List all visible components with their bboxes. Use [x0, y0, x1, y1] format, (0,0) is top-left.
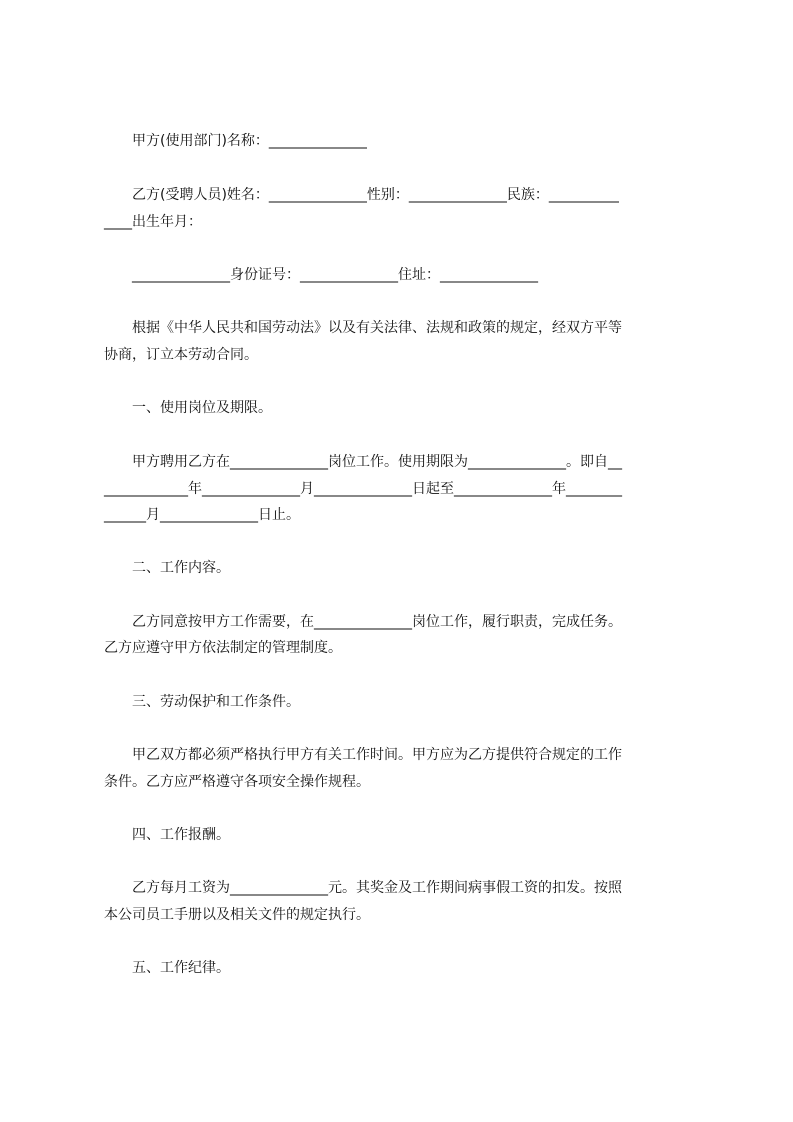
party-b-id-address-line: ______________身份证号：______________住址：______________ [104, 267, 538, 283]
section-4-line-2: 本公司员工手册以及相关文件的规定执行。 [104, 907, 370, 923]
section-3-line-2: 条件。乙方应严格遵守各项安全操作规程。 [104, 774, 370, 790]
preamble-line-1: 根据《中华人民共和国劳动法》以及有关法律、法规和政策的规定，经双方平等 [104, 320, 622, 336]
section-4-heading: 四、工作报酬。 [104, 827, 230, 843]
section-2-heading: 二、工作内容。 [104, 560, 230, 576]
section-1-line-2: ____________年______________月______________日起至______________年________ [104, 481, 622, 497]
section-3-line-1: 甲乙双方都必须严格执行甲方有关工作时间。甲方应为乙方提供符合规定的工作 [104, 747, 622, 763]
party-b-birth-line: ____出生年月： [104, 214, 202, 230]
preamble-line-2: 协商，订立本劳动合同。 [104, 347, 258, 363]
party-a-name-line: 甲方(使用部门)名称：______________ [104, 133, 367, 149]
section-5-heading: 五、工作纪律。 [104, 960, 230, 976]
section-1-heading: 一、使用岗位及期限。 [104, 400, 272, 416]
section-1-line-3: ______月______________日止。 [104, 507, 300, 523]
section-2-line-1: 乙方同意按甲方工作需要，在______________岗位工作，履行职责，完成任务。 [104, 614, 622, 630]
section-2-line-2: 乙方应遵守甲方依法制定的管理制度。 [104, 640, 342, 656]
section-3-heading: 三、劳动保护和工作条件。 [104, 694, 300, 710]
section-1-line-1: 甲方聘用乙方在______________岗位工作。使用期限为______________。即自__ [104, 454, 622, 470]
party-b-info-line: 乙方(受聘人员)姓名：______________性别：______________民族：__________ [104, 187, 619, 203]
section-4-line-1: 乙方每月工资为______________元。其奖金及工作期间病事假工资的扣发。按照 [104, 880, 622, 896]
